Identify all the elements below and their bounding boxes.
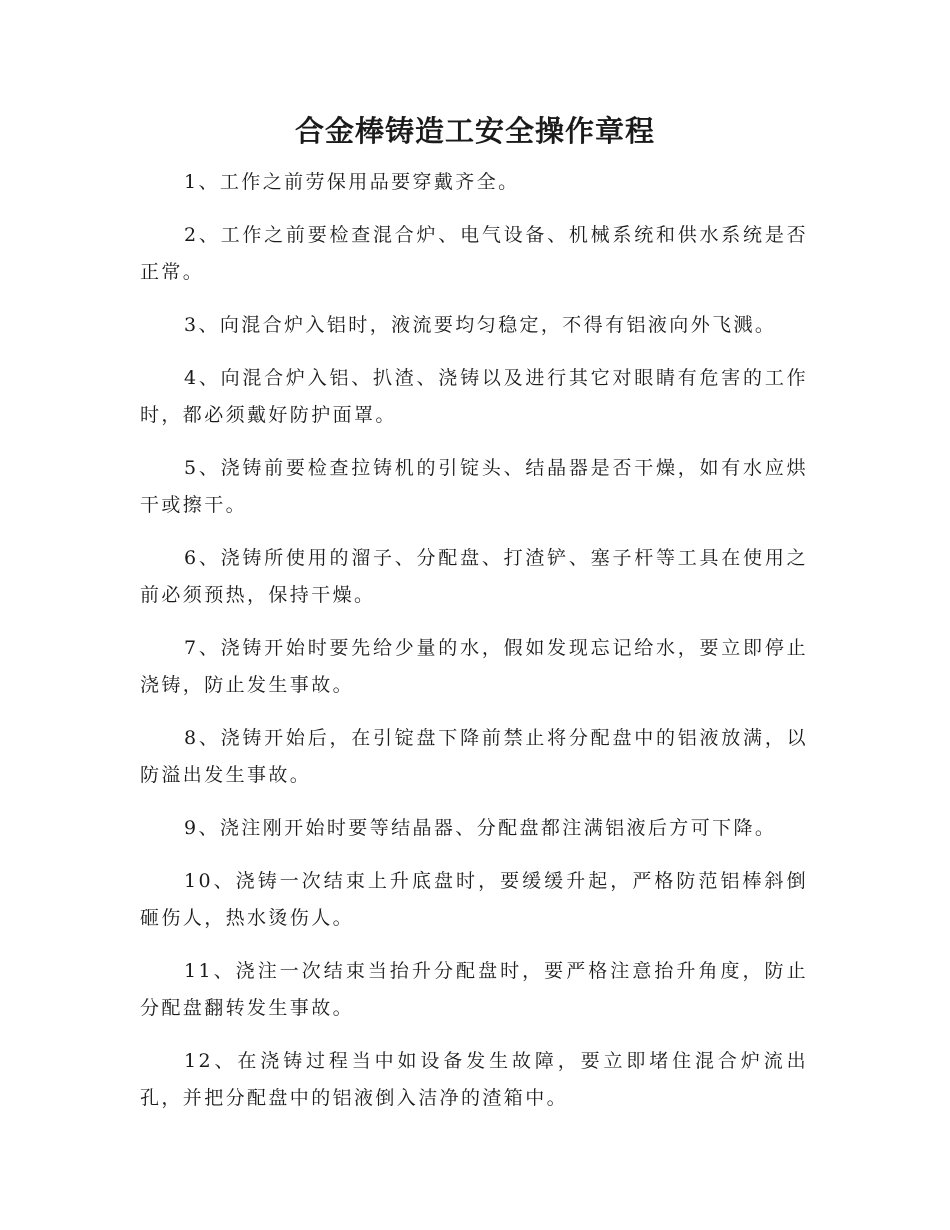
paragraph-9: 9、浇注刚开始时要等结晶器、分配盘都注满铝液后方可下降。 xyxy=(184,817,777,839)
paragraph-7: 7、浇铸开始时要先给少量的水，假如发现忘记给水，要立即停止浇铸，防止发生事故。 xyxy=(140,637,808,696)
paragraph-6: 6、浇铸所使用的溜子、分配盘、打渣铲、塞子杆等工具在使用之前必须预热，保持干燥。 xyxy=(140,547,808,606)
paragraph-3: 3、向混合炉入铝时，液流要均匀稳定，不得有铝液向外飞溅。 xyxy=(184,314,777,336)
paragraph-2: 2、工作之前要检查混合炉、电气设备、机械系统和供水系统是否正常。 xyxy=(140,224,808,283)
document-title: 合金棒铸造工安全操作章程 xyxy=(294,114,655,148)
paragraph-5: 5、浇铸前要检查拉铸机的引锭头、结晶器是否干燥，如有水应烘干或擦干。 xyxy=(140,457,808,516)
paragraph-12: 12、在浇铸过程当中如设备发生故障，要立即堵住混合炉流出孔，并把分配盘中的铝液倒入洁净的渣箱中。 xyxy=(140,1050,808,1109)
paragraph-8: 8、浇铸开始后，在引锭盘下降前禁止将分配盘中的铝液放满，以防溢出发生事故。 xyxy=(140,727,808,786)
paragraph-10: 10、浇铸一次结束上升底盘时，要缓缓升起，严格防范铝棒斜倒砸伤人，热水烫伤人。 xyxy=(140,870,808,929)
paragraph-1: 1、工作之前劳保用品要穿戴齐全。 xyxy=(184,171,520,193)
document-body xyxy=(140,164,808,1133)
paragraph-4: 4、向混合炉入铝、扒渣、浇铸以及进行其它对眼睛有危害的工作时，都必须戴好防护面罩。 xyxy=(140,367,808,426)
paragraph-11: 11、浇注一次结束当抬升分配盘时，要严格注意抬升角度，防止分配盘翻转发生事故。 xyxy=(140,960,808,1019)
